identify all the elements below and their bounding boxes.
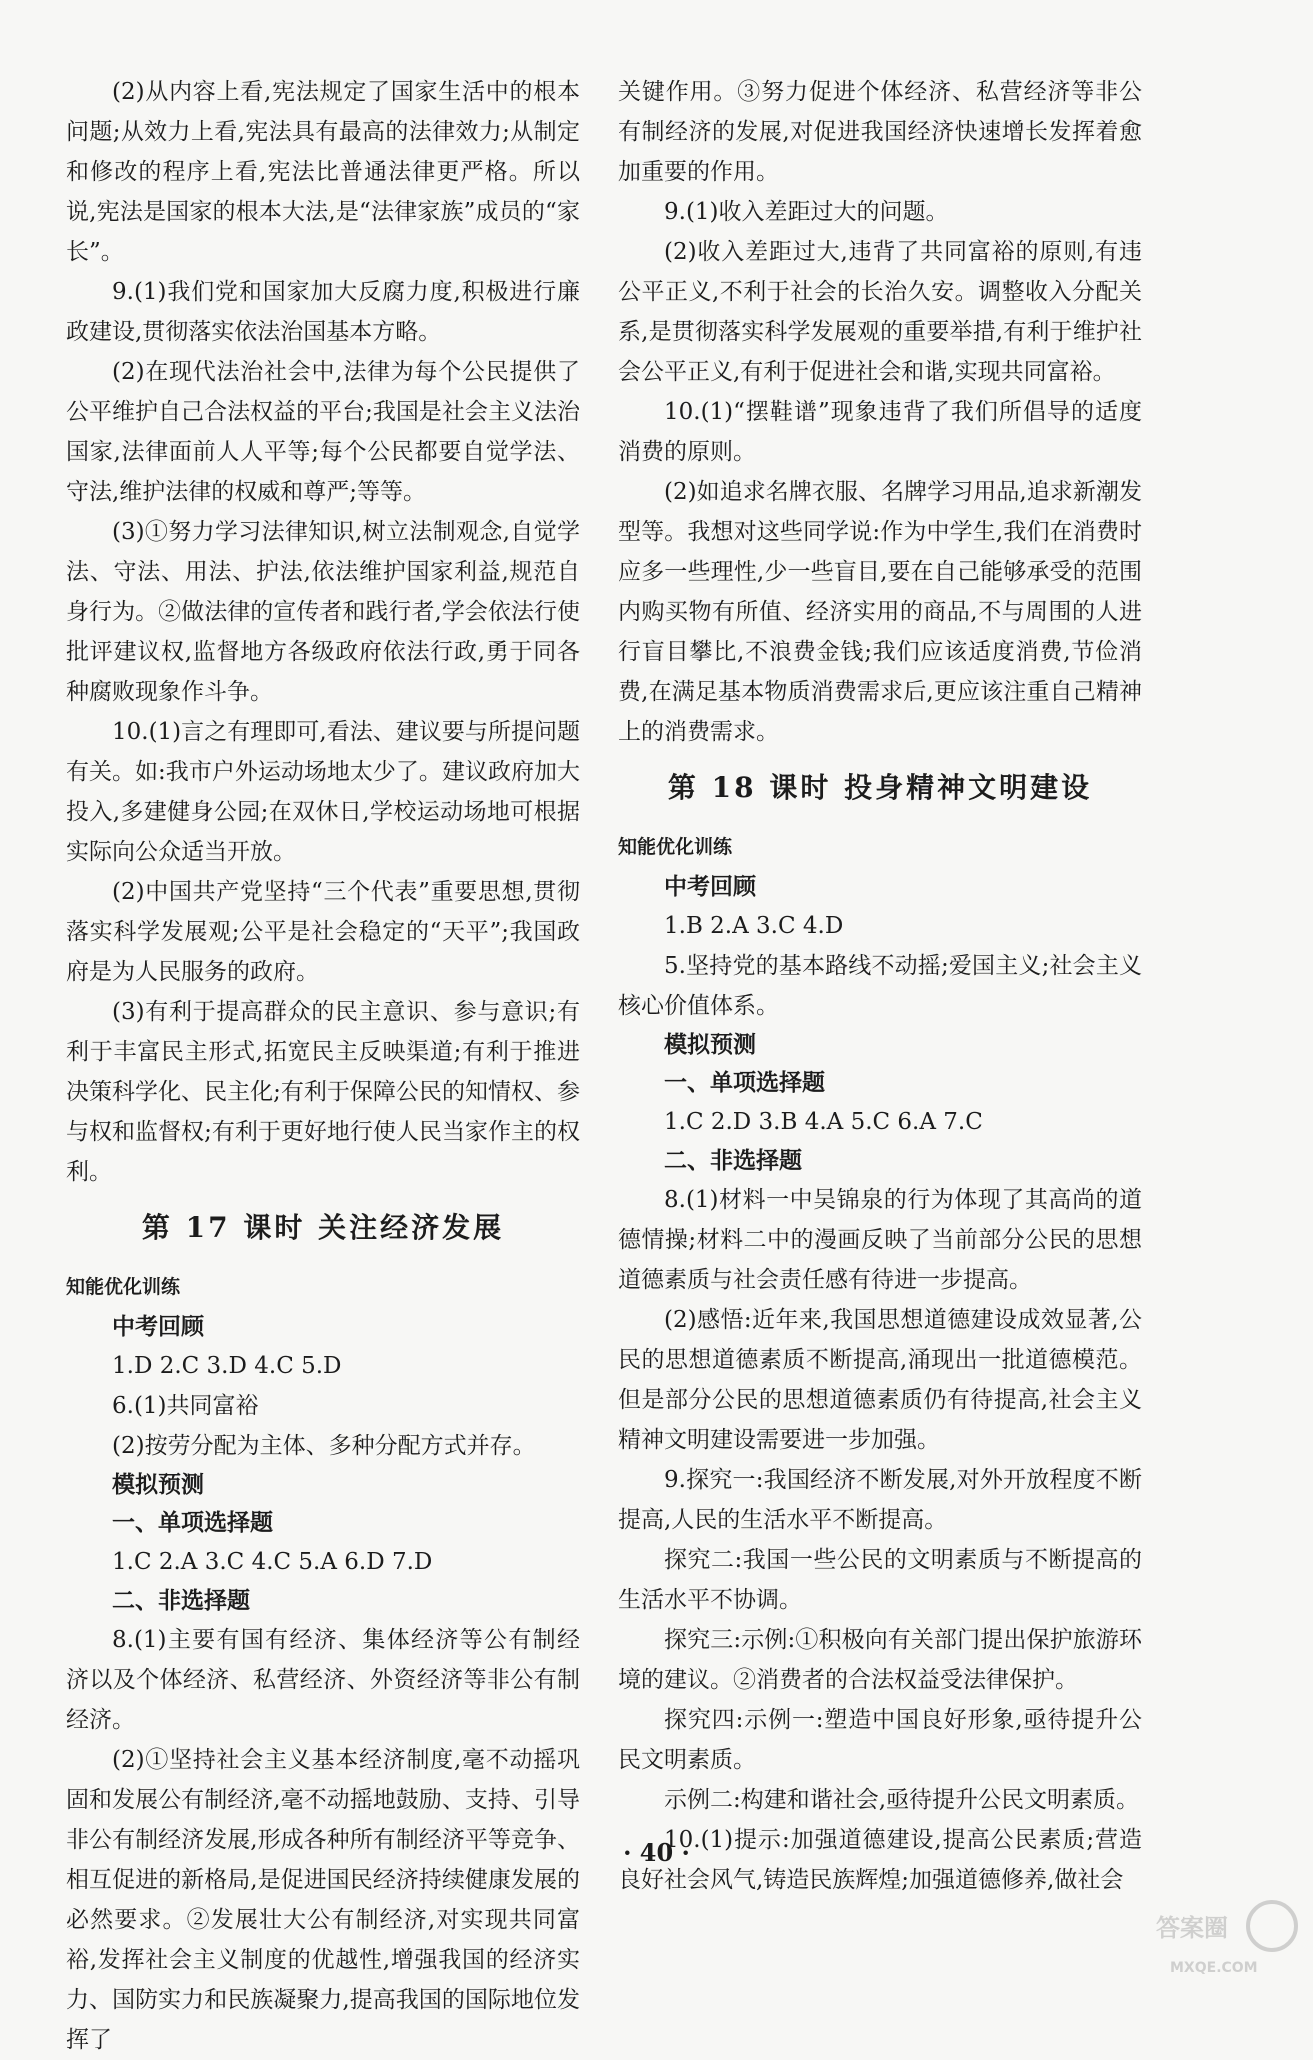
right-heading-single-choice: 一、单项选择题 <box>664 1069 825 1096</box>
right-answers-single-choice: 1.C 2.D 3.B 4.A 5.C 6.A 7.C <box>664 1109 983 1135</box>
right-para-continued: 关键作用。③努力促进个体经济、私营经济等非公有制经济的发展,对促进我国经济快速增长发挥着愈加重要的作用。 <box>618 79 1142 185</box>
right-section-label: 知能优化训练 <box>618 836 733 858</box>
left-heading-non-choice: 二、非选择题 <box>112 1587 250 1614</box>
right-answer-9-1: 9.(1)收入差距过大的问题。 <box>664 199 949 225</box>
lesson-18-title: 第 18 课时 投身精神文明建设 <box>667 771 1093 804</box>
right-answer-5: 5.坚持党的基本路线不动摇;爱国主义;社会主义核心价值体系。 <box>618 953 1142 1019</box>
right-answer-10-hint: 10.(1)提示:加强道德建设,提高公民素质;营造良好社会风气,铸造民族辉煌;加强道德修养,做社会 <box>618 1827 1142 1893</box>
left-answer-8-1: 8.(1)主要有国有经济、集体经济等公有制经济以及个体经济、私营经济、外资经济等非公有制经济。 <box>66 1627 580 1733</box>
right-answer-10-2: (2)如追求名牌衣服、名牌学习用品,追求新潮发型等。我想对这些同学说:作为中学生,我们在消费时应多一些理性,少一些盲目,要在自己能够承受的范围内购买物有所值、经济实用的商品,不与周围的人进行盲目攀比,不浪费金钱;我们应该适度消费,节俭消费,在满足基本物质消费需求后,更应该注重自己精神上的消费需求。 <box>618 479 1142 745</box>
right-heading-non-choice: 二、非选择题 <box>664 1147 802 1174</box>
left-answer-6-2: (2)按劳分配为主体、多种分配方式并存。 <box>112 1433 536 1459</box>
right-answer-9-explore-3: 探究三:示例:①积极向有关部门提出保护旅游环境的建议。②消费者的合法权益受法律保护。 <box>618 1627 1142 1693</box>
left-para-7: (3)有利于提高群众的民主意识、参与意识;有利于丰富民主形式,拓宽民主反映渠道;有利于推进决策科学化、民主化;有利于保障公民的知情权、参与权和监督权;有利于更好地行使人民当家作主的权利。 <box>66 999 580 1185</box>
right-answer-10-1: 10.(1)“摆鞋谱”现象违背了我们所倡导的适度消费的原则。 <box>618 399 1142 465</box>
right-answer-9-example-2: 示例二:构建和谐社会,亟待提升公民文明素质。 <box>664 1787 1140 1813</box>
left-heading-mock: 模拟预测 <box>112 1471 204 1498</box>
right-answer-8-2: (2)感悟:近年来,我国思想道德建设成效显著,公民的思想道德素质不断提高,涌现出一批道德模范。但是部分公民的思想道德素质仍有待提高,社会主义精神文明建设需要进一步加强。 <box>618 1307 1142 1453</box>
left-para-3: (2)在现代法治社会中,法律为每个公民提供了公平维护自己合法权益的平台;我国是社会主义法治国家,法律面前人人平等;每个公民都要自觉学法、守法,维护法律的权威和尊严;等等。 <box>66 359 580 505</box>
right-answer-9-2: (2)收入差距过大,违背了共同富裕的原则,有违公平正义,不利于社会的长治久安。调整收入分配关系,是贯彻落实科学发展观的重要举措,有利于维护社会公平正义,有利于促进社会和谐,实现共同富裕。 <box>618 239 1142 385</box>
watermark-main-text: 答案圈 <box>1156 1914 1228 1942</box>
watermark-sub-text: MXQE.COM <box>1170 1960 1258 1976</box>
left-answer-6-1: 6.(1)共同富裕 <box>112 1393 259 1419</box>
left-para-5: 10.(1)言之有理即可,看法、建议要与所提问题有关。如:我市户外运动场地太少了。建议政府加大投入,多建健身公园;在双休日,学校运动场地可根据实际向公众适当开放。 <box>66 719 580 865</box>
left-section-label: 知能优化训练 <box>66 1276 181 1298</box>
right-heading-mock: 模拟预测 <box>664 1031 756 1058</box>
left-answer-8-2: (2)①坚持社会主义基本经济制度,毫不动摇巩固和发展公有制经济,毫不动摇地鼓励、支持、引导非公有制经济发展,形成各种所有制经济平等竞争、相互促进的新格局,是促进国民经济持续健康发展的必然要求。②发展壮大公有制经济,对实现共同富裕,发挥社会主义制度的优越性,增强我国的经济实力、国防实力和民族凝聚力,提高我国的国际地位发挥了 <box>66 1747 580 2053</box>
right-answer-8-1: 8.(1)材料一中吴锦泉的行为体现了其高尚的道德情操;材料二中的漫画反映了当前部分公民的思想道德素质与社会责任感有待进一步提高。 <box>618 1187 1142 1293</box>
left-answers-single-choice: 1.C 2.A 3.C 4.C 5.A 6.D 7.D <box>112 1549 433 1575</box>
right-answer-9-explore-4: 探究四:示例一:塑造中国良好形象,亟待提升公民文明素质。 <box>618 1707 1142 1773</box>
page-number: · 40 · <box>623 1838 690 1867</box>
right-answer-9-explore-1: 9.探究一:我国经济不断发展,对外开放程度不断提高,人民的生活水平不断提高。 <box>618 1467 1142 1533</box>
left-para-1: (2)从内容上看,宪法规定了国家生活中的根本问题;从效力上看,宪法具有最高的法律效力;从制定和修改的程序上看,宪法比普通法律更严格。所以说,宪法是国家的根本大法,是“法律家族”成员的“家长”。 <box>66 79 580 265</box>
left-column <box>66 72 580 2060</box>
right-heading-review: 中考回顾 <box>664 873 756 900</box>
left-para-6: (2)中国共产党坚持“三个代表”重要思想,贯彻落实科学发展观;公平是社会稳定的“天平”;我国政府是为人民服务的政府。 <box>66 879 580 985</box>
right-answers-review: 1.B 2.A 3.C 4.D <box>664 913 844 939</box>
left-para-2: 9.(1)我们党和国家加大反腐力度,积极进行廉政建设,贯彻落实依法治国基本方略。 <box>66 279 580 345</box>
left-heading-review: 中考回顾 <box>112 1313 204 1340</box>
left-answers-review: 1.D 2.C 3.D 4.C 5.D <box>112 1353 342 1379</box>
right-answer-9-explore-2: 探究二:我国一些公民的文明素质与不断提高的生活水平不协调。 <box>618 1547 1142 1613</box>
left-heading-single-choice: 一、单项选择题 <box>112 1509 273 1536</box>
left-para-4: (3)①努力学习法律知识,树立法制观念,自觉学法、守法、用法、护法,依法维护国家利益,规范自身行为。②做法律的宣传者和践行者,学会依法行使批评建议权,监督地方各级政府依法行政,勇于同各种腐败现象作斗争。 <box>66 519 580 705</box>
right-column <box>618 72 1142 1900</box>
watermark-logo <box>1152 1872 1302 1984</box>
lesson-17-title: 第 17 课时 关注经济发展 <box>141 1211 505 1244</box>
